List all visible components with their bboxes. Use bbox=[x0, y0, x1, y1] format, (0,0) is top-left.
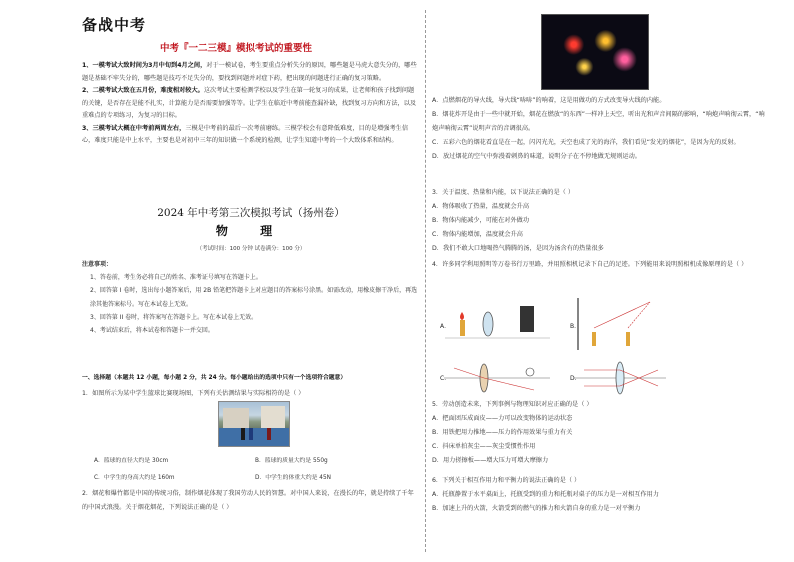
question-3-option: A．物体吸收了热量，温度就会升高 bbox=[432, 203, 530, 210]
question-5-option: D．用力搓擦板——增大压力可增大摩擦力 bbox=[432, 457, 549, 464]
section-title: 一、选择题（本题共 12 小题，每小题 2 分，共 24 分。每小题给出的选项中只有一个选项符合题意） bbox=[82, 375, 347, 381]
intro-section bbox=[82, 60, 420, 148]
intro-paragraph bbox=[82, 123, 420, 148]
ray-line bbox=[454, 368, 484, 378]
question-5-option: A．把面团压成面皮——力可以改变物体的运动状态 bbox=[432, 415, 573, 422]
page-banner-title: 中考『一二三模』模拟考试的重要性 bbox=[160, 43, 313, 54]
question-5-option: C．抖床单拍灰尘——灰尘受惯性作用 bbox=[432, 443, 536, 450]
logo-text: 备战中考 bbox=[82, 16, 147, 34]
question-5-stem: 5．劳动创造未来，下列事例与物理知识对应正确的是（ ） bbox=[432, 401, 593, 408]
diagram-d-label: D． bbox=[570, 375, 581, 382]
question-2-stem: 2．烟花和爆竹都是中国的传统习俗，制作烟花体现了我国劳动人民的智慧。对中国人来说，在漫长的年，就是持续了千年的中国式浪漫。关于烟花烟花，下列说法正确的是（ ） bbox=[82, 490, 414, 511]
notice-section bbox=[82, 258, 420, 337]
notice-item: 1、答卷前，考生务必将自己的姓名、准考证号填写在答题卡上。 bbox=[90, 274, 262, 282]
player-shape bbox=[249, 428, 253, 440]
notice-heading: 注意事项： bbox=[82, 261, 113, 268]
exam-subject: 物 理 bbox=[215, 224, 287, 238]
optics-diagram-c bbox=[440, 356, 560, 396]
question-5 bbox=[432, 398, 770, 468]
intro-paragraph bbox=[82, 60, 420, 85]
lens-shape bbox=[616, 362, 624, 394]
question-2-option: C．五彩六色的烟花看直是在一起，闪闪光光，天空也成了光的海洋，我们看见“发光的烟花”，是因为光的反射。 bbox=[432, 139, 740, 146]
question-1-stem: 1．如图所示为某中学生篮球比赛现场图，下列有关估测结果与实际相符的是（ ） bbox=[82, 390, 305, 397]
question-2-option: B．烟花炸开是由于一些中就开始，烟花在燃放“的东西”一样冲上天空，听出光和声音间隔的影响，“响炮声响彻云霄，“响炮声响彻云霄”说明声音的音调很高。 bbox=[432, 111, 765, 132]
question-2-option: D．放过烟花的空气中弥漫着刺鼻的味道，说明分子在不停地做无规则运动。 bbox=[432, 153, 641, 160]
question-1-option-b: B．篮球的质量大约是 550g bbox=[255, 458, 328, 464]
candle-image-shape bbox=[626, 332, 630, 346]
basketball-photo bbox=[218, 401, 290, 447]
intro-text: 对于一模试卷，考生要重点分析失分的原因，哪些题是马虎大意失分的，哪些题是基础不牢失分的，哪些题是技巧不足失分的，要找到问题并对症下药，把出现的问题进行正确的复习策略。 bbox=[82, 62, 417, 82]
lens-shape bbox=[483, 312, 493, 336]
intro-lead: 2、二模考试大致在五月份，难度相对较大。 bbox=[82, 87, 204, 94]
exam-meta: （考试时间：100 分钟 试卷满分：100 分） bbox=[196, 246, 306, 252]
intro-lead: 3、三模考试大概在中考前两周左右， bbox=[82, 124, 186, 132]
intro-paragraph bbox=[82, 85, 420, 123]
building-shape bbox=[223, 408, 249, 428]
question-3-option: C．物体内能增加，温度就会升高 bbox=[432, 231, 523, 238]
question-3-stem: 3．关于温度、热量和内能，以下说法正确的是（ ） bbox=[432, 189, 575, 196]
notice-item: 2、回答第 I 卷时，选出每小题答案后，用 2B 铅笔把答题卡上对应题目的答案标号涂黑。如需改动，用橡皮擦干净后，再选涂其他答案标号。写在本试卷上无效。 bbox=[90, 287, 418, 308]
question-2-option: A．点燃烟花的导火线，导火线“哧哧”的响着，这是用做功的方式改变导火线的内能。 bbox=[432, 97, 666, 104]
player-shape bbox=[267, 428, 271, 440]
question-6-option: B．加速上升的火箭，火箭受到的燃气的推力和火箭自身的重力是一对平衡力 bbox=[432, 505, 641, 512]
question-6-stem: 6．下列关于相互作用力和平衡力的说法正确的是（ ） bbox=[432, 477, 581, 484]
intro-lead: 1、一模考试大致时间为3月中旬到4月之间， bbox=[82, 62, 207, 69]
question-3-option: D．我们不敢大口地喝热气腾腾的汤，是因为汤含有的热量很多 bbox=[432, 245, 604, 252]
question-2-options bbox=[432, 94, 770, 164]
ray-line bbox=[628, 302, 650, 328]
candle-shape bbox=[460, 320, 465, 336]
question-5-option: B．用铁把用力推地——压力的作用效果与重力有关 bbox=[432, 429, 573, 436]
optics-diagram-a bbox=[440, 294, 560, 342]
candle-shape bbox=[592, 332, 596, 346]
question-3 bbox=[432, 186, 770, 256]
notice-item: 3、回答第 II 卷时，将答案写在答题卡上。写在本试卷上无效。 bbox=[90, 313, 258, 321]
intro-text: 三模是中考前的最后一次考前磨练。三模学校会有意降低难度，目的是增强考生信心，难度只能是中上水平，主要也是对初中三年的知识做一个系统的检测，让学生知道中考的一个大致体系和结构。 bbox=[82, 124, 409, 144]
ray-line bbox=[484, 378, 534, 390]
fireworks-photo bbox=[541, 14, 649, 90]
question-1-option-a: A．篮球的直径大约是 30cm bbox=[94, 458, 169, 464]
eye-icon bbox=[526, 368, 534, 376]
question-4-stem: 4．许多同学利用照明等万卷书行万里路，并用照相机记录下自己的足迹。下列能用来说明照相机成像原理的是（ ） bbox=[432, 261, 748, 268]
court-shape bbox=[219, 428, 289, 446]
notice-item: 4、考试结束后，将本试卷和答题卡一并交回。 bbox=[90, 327, 214, 335]
question-3-option: B．物体内能减少，可能在对外做功 bbox=[432, 217, 530, 224]
optics-diagram-d bbox=[570, 356, 670, 396]
question-1-option-d: D．中学生的体重大约是 45N bbox=[255, 475, 331, 481]
exam-title: 2024 年中考第三次模拟考试（扬州卷） bbox=[157, 207, 345, 219]
question-6 bbox=[432, 474, 770, 516]
column-divider bbox=[425, 10, 426, 552]
player-shape bbox=[241, 428, 245, 440]
diagram-c-label: C． bbox=[440, 375, 451, 382]
screen-shape bbox=[520, 306, 534, 332]
optics-diagram-b bbox=[570, 294, 670, 354]
building-shape bbox=[261, 406, 285, 428]
logo bbox=[82, 12, 156, 46]
flame-shape bbox=[460, 312, 464, 320]
question-1-option-c: C．中学生的身高大约是 160m bbox=[94, 475, 175, 481]
ray-line bbox=[594, 302, 650, 328]
diagram-b-label: B． bbox=[570, 323, 581, 330]
diagram-a-label: A． bbox=[440, 323, 451, 330]
question-6-option: A．托瓶静置于水平桌面上，托瓶受到的重力和托瓶对桌子的压力是一对相互作用力 bbox=[432, 491, 659, 498]
intro-text: 这次考试主要检测学校以及学生在第一轮复习的成果，让老师和孩子找到问题的关键，是否存在是能不扎实，计算能力是否需要加强等等。让学生在临近中考前能查漏补缺，找到复习方向和方法，以及重难点的专项练习，为复习的目标。 bbox=[82, 87, 417, 119]
